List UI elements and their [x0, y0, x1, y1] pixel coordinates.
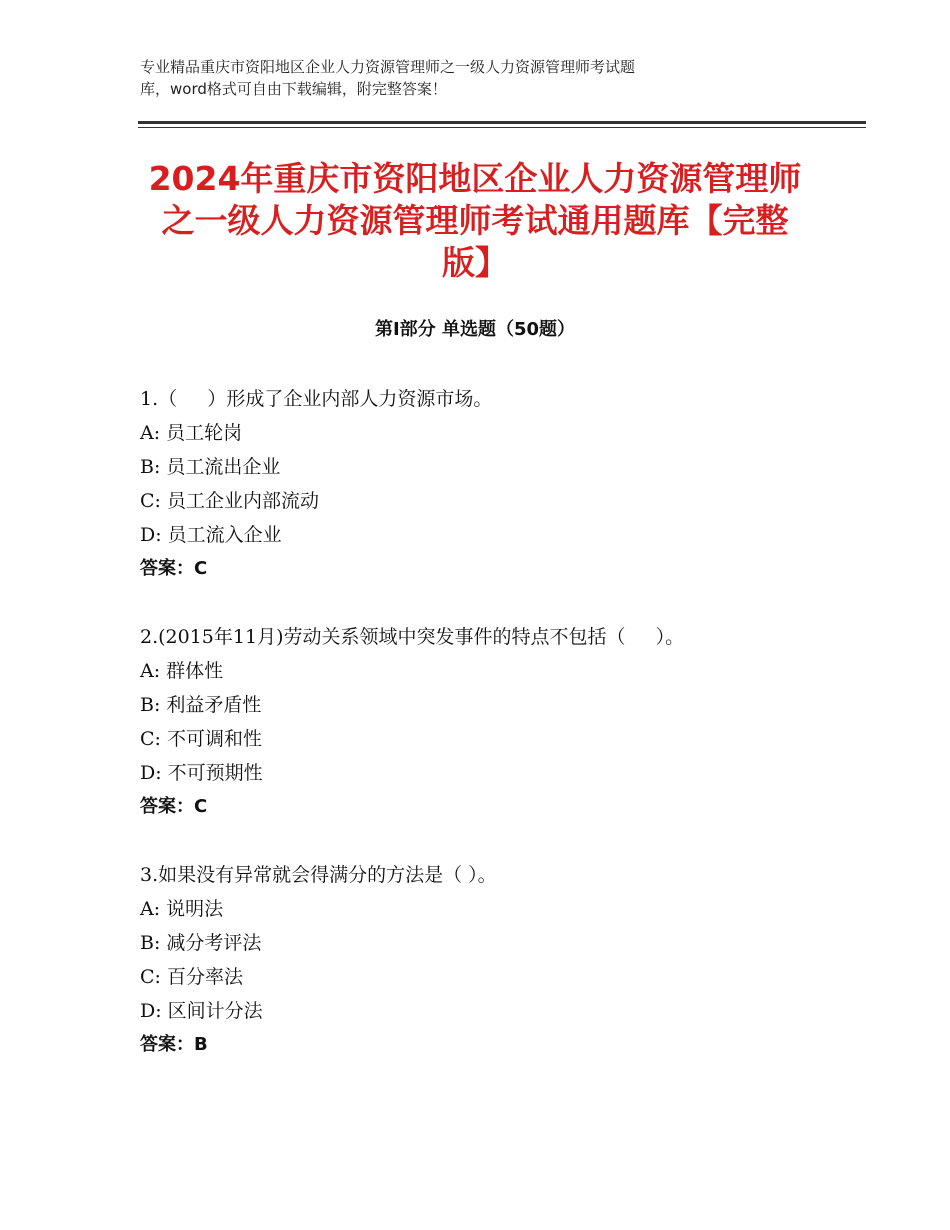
title-line-3: 版】 — [442, 243, 508, 282]
question-list — [140, 382, 860, 1096]
title-line-2: 之一级人力资源管理师考试通用题库【完整 — [161, 201, 789, 240]
option-a: A: 说明法 — [140, 898, 224, 920]
question-stem: 1.（ ）形成了企业内部人力资源市场。 — [140, 388, 493, 410]
answer-label: 答案：C — [140, 558, 208, 579]
header-divider-thin — [138, 127, 866, 128]
header-divider-thick — [138, 121, 866, 124]
option-a: A: 群体性 — [140, 660, 224, 682]
option-c: C: 百分率法 — [140, 966, 243, 988]
section-heading: 第Ⅰ部分 单选题（50题） — [374, 319, 575, 340]
option-d: D: 不可预期性 — [140, 762, 263, 784]
option-b: B: 利益矛盾性 — [140, 694, 262, 716]
document-header-note — [140, 56, 820, 100]
option-a: A: 员工轮岗 — [140, 422, 243, 444]
document-title — [110, 158, 840, 284]
question-2 — [140, 620, 860, 824]
question-stem: 3.如果没有异常就会得满分的方法是（ ）。 — [140, 864, 497, 886]
option-d: D: 员工流入企业 — [140, 524, 282, 546]
question-stem: 2.(2015年11月)劳动关系领域中突发事件的特点不包括（ ）。 — [140, 626, 685, 648]
answer-label: 答案：C — [140, 796, 208, 817]
question-1 — [140, 382, 860, 586]
option-d: D: 区间计分法 — [140, 1000, 263, 1022]
option-b: B: 员工流出企业 — [140, 456, 281, 478]
header-line-1: 专业精品重庆市资阳地区企业人力资源管理师之一级人力资源管理师考试题 — [140, 58, 636, 76]
option-c: C: 不可调和性 — [140, 728, 262, 750]
answer-label: 答案：B — [140, 1034, 208, 1055]
title-line-1: 2024年重庆市资阳地区企业人力资源管理师 — [148, 159, 802, 198]
option-c: C: 员工企业内部流动 — [140, 490, 319, 512]
option-b: B: 减分考评法 — [140, 932, 262, 954]
question-3 — [140, 858, 860, 1062]
header-line-2: 库，word格式可自由下载编辑，附完整答案！ — [140, 80, 447, 98]
